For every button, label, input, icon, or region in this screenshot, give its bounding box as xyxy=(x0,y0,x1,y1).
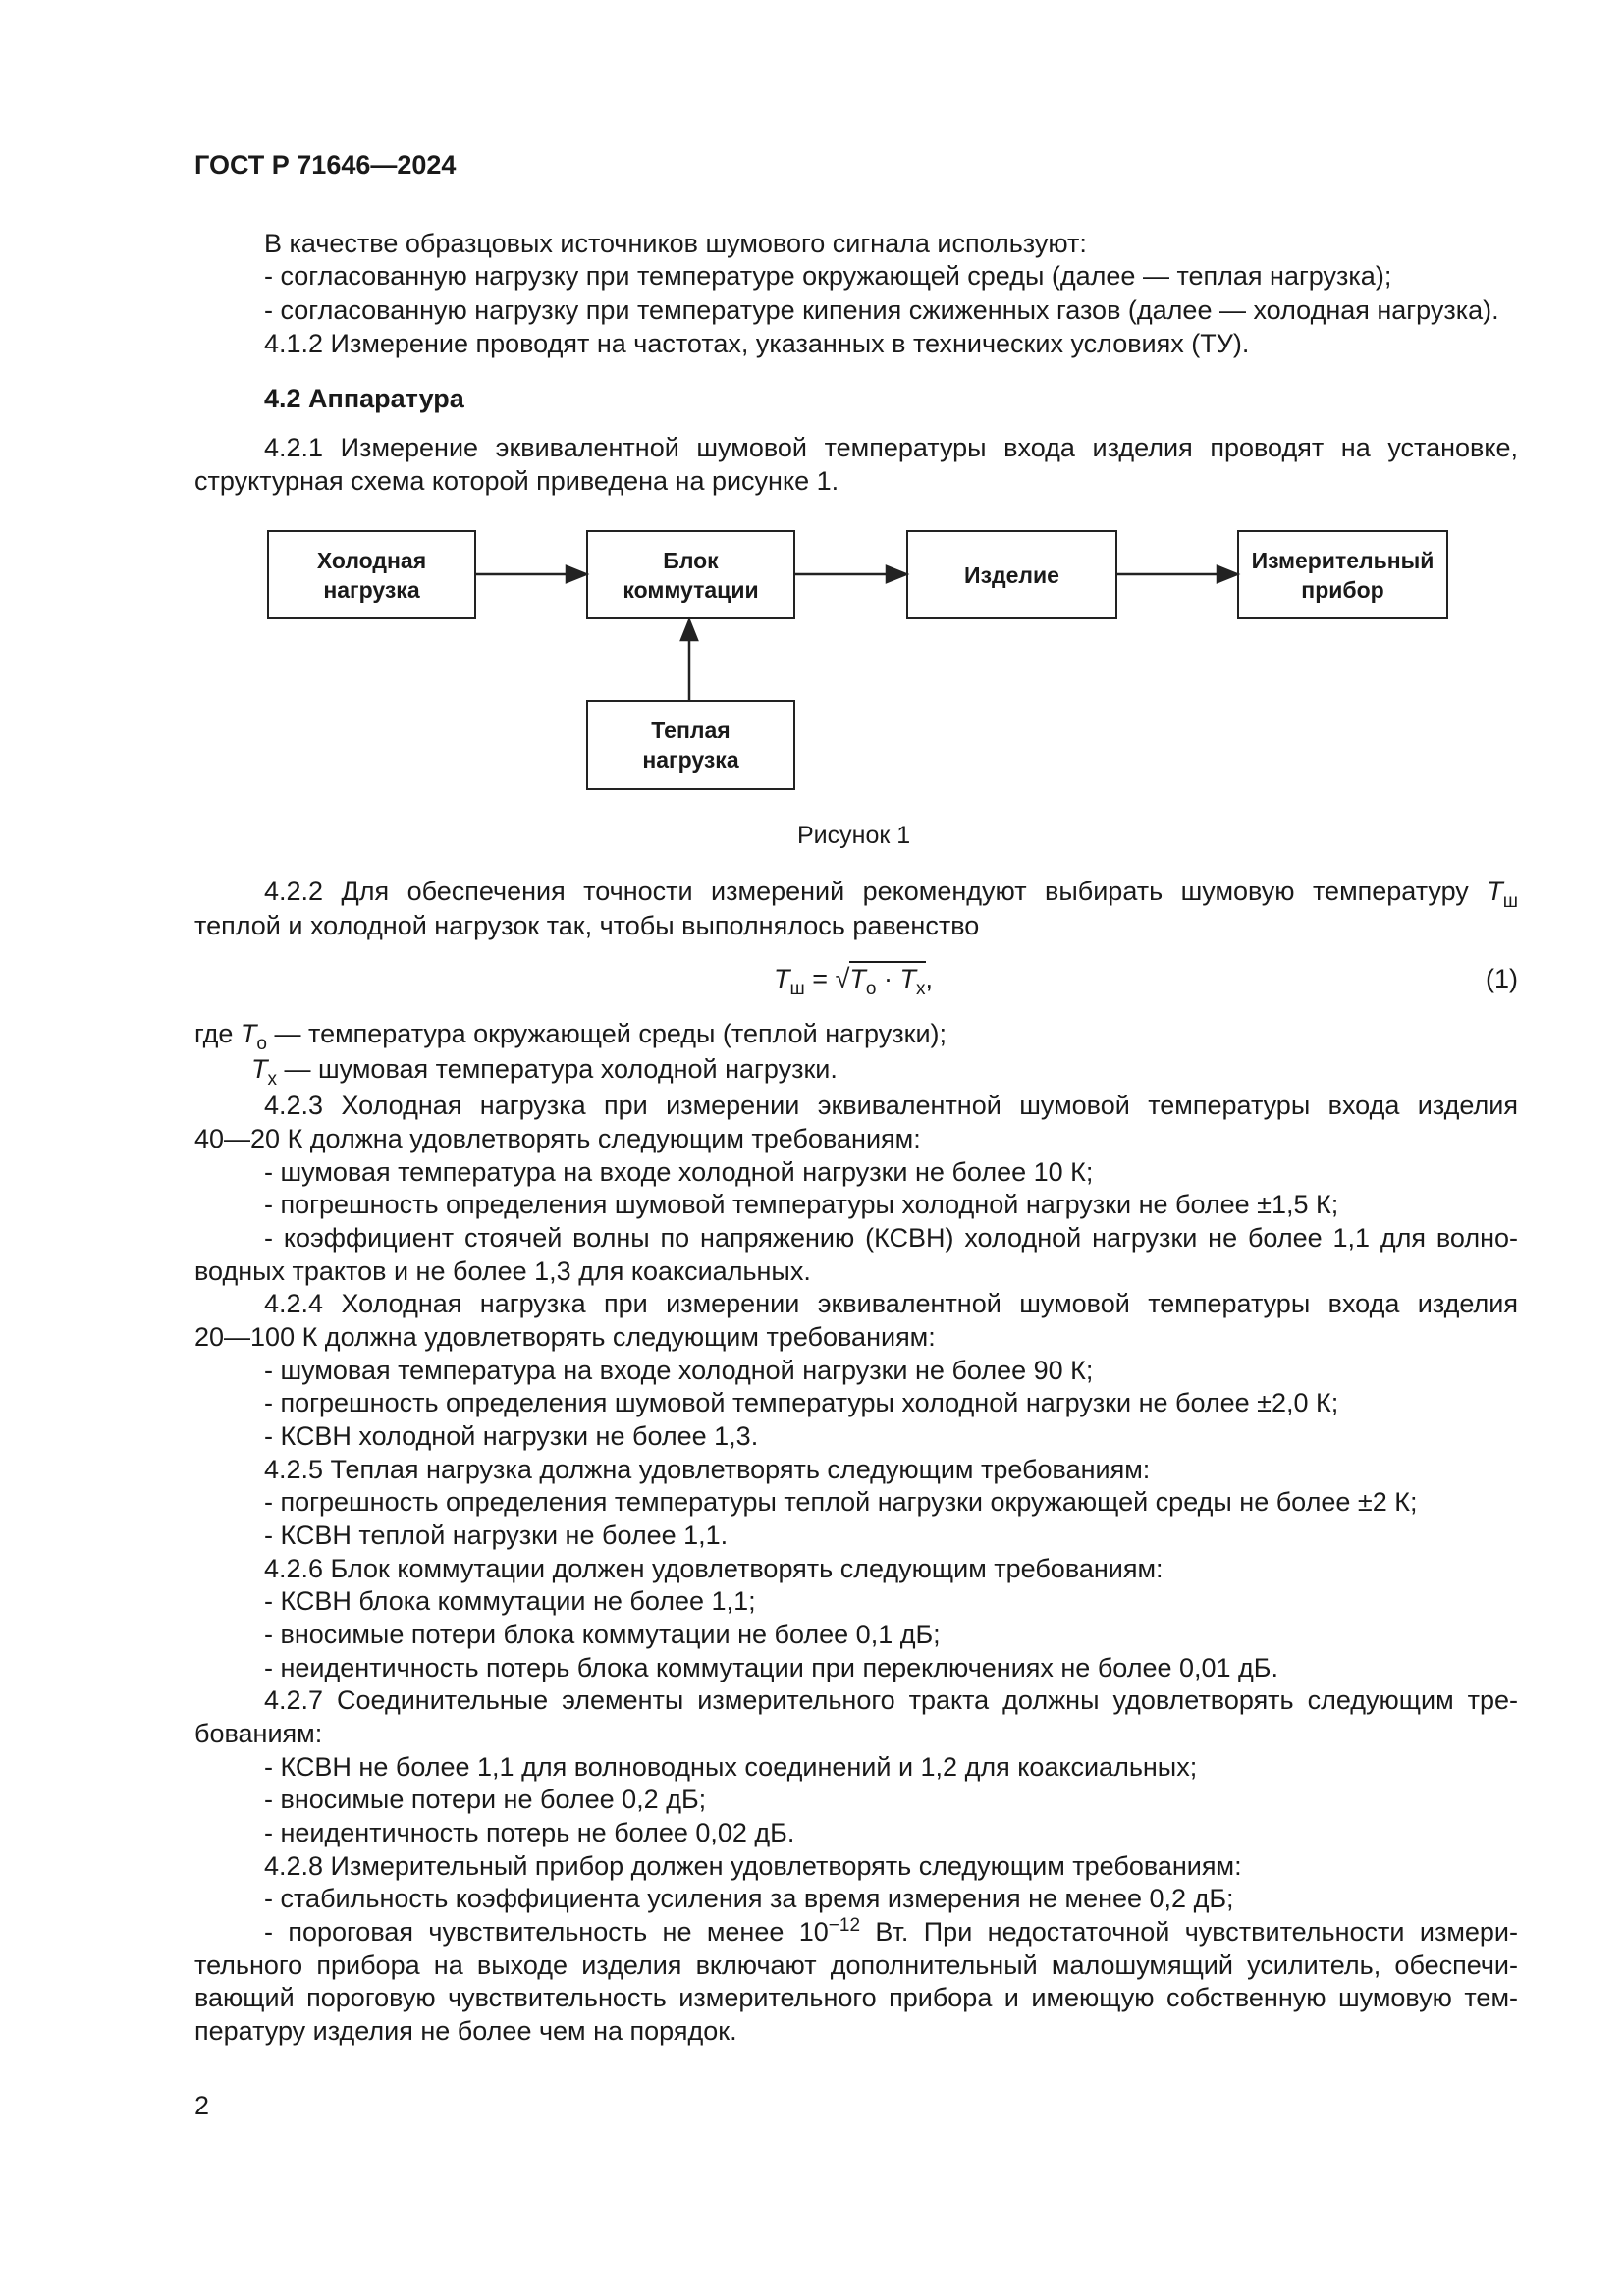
page-number: 2 xyxy=(194,2091,210,2120)
dot: · xyxy=(883,964,893,993)
paragraph-line: - стабильность коэффициента усиления за время измерения не менее 0,2 дБ; xyxy=(264,1884,1234,1913)
subscript: ш xyxy=(789,979,805,999)
paragraph-line: - погрешность определения шумовой температуры холодной нагрузки не более ±2,0 К; xyxy=(264,1388,1339,1417)
text: 4.2.2 Для обеспечения точности измерений рекомендуют выбирать шумовую температуру xyxy=(264,877,1469,906)
comma: , xyxy=(925,964,934,993)
text: - пороговая чувствительность не менее 10 xyxy=(264,1917,829,1947)
subscript: ш xyxy=(1502,891,1518,912)
box-label: прибор xyxy=(1301,576,1384,603)
symbol: T xyxy=(899,964,916,993)
paragraph-line: - погрешность определения шумовой температуры холодной нагрузки не более ±1,5 К; xyxy=(264,1190,1339,1219)
box-label: Блок xyxy=(663,547,719,573)
paragraph-line: пературу изделия не более чем на порядок. xyxy=(194,2016,737,2046)
paragraph-line: 4.2.6 Блок коммутации должен удовлетворять следующим требованиям: xyxy=(264,1554,1164,1583)
paragraph-line: В качестве образцовых источников шумового сигнала используют: xyxy=(264,229,1087,258)
paragraph-line: структурная схема которой приведена на рисунке 1. xyxy=(194,466,839,496)
paragraph-line: 4.2.8 Измерительный прибор должен удовлетворять следующим требованиям: xyxy=(264,1851,1242,1881)
box-cold-load xyxy=(267,530,476,619)
paragraph-line: бованиям: xyxy=(194,1719,323,1748)
where-line-2 xyxy=(251,1052,838,1090)
where-line-1 xyxy=(194,1017,947,1054)
subscript: о xyxy=(256,1034,267,1054)
paragraph-line: - КСВН теплой нагрузки не более 1,1. xyxy=(264,1521,729,1550)
paragraph-line: 4.1.2 Измерение проводят на частотах, указанных в технических условиях (ТУ). xyxy=(264,329,1250,358)
equals-sign: = xyxy=(812,964,829,993)
symbol: T xyxy=(240,1019,257,1048)
box-measuring-instrument xyxy=(1237,530,1448,619)
text: — шумовая температура холодной нагрузки. xyxy=(284,1054,838,1084)
section-heading: 4.2 Аппаратура xyxy=(264,384,464,413)
paragraph-line: тельного прибора на выходе изделия включают дополнительный малошумящий усилитель, обеспечи- xyxy=(194,1950,1518,1980)
paragraph-line: - вносимые потери блока коммутации не более 0,1 дБ; xyxy=(264,1620,941,1649)
box-label: нагрузка xyxy=(642,747,739,773)
text: — температура окружающей среды (теплой нагрузки); xyxy=(274,1019,947,1048)
paragraph-line: - КСВН холодной нагрузки не более 1,3. xyxy=(264,1421,759,1451)
subscript: х xyxy=(267,1069,277,1090)
paragraph-line: 4.2.5 Теплая нагрузка должна удовлетворять следующим требованиям: xyxy=(264,1455,1151,1484)
paragraph-line xyxy=(264,1915,1518,1949)
box-switch-unit xyxy=(586,530,795,619)
paragraph-line: 40—20 К должна удовлетворять следующим требованиям: xyxy=(194,1124,921,1153)
paragraph-line: - неидентичность потерь блока коммутации при переключениях не более 0,01 дБ. xyxy=(264,1653,1279,1682)
paragraph-line: - согласованную нагрузку при температуре окружающей среды (далее — теплая нагрузка); xyxy=(264,261,1392,291)
box-device xyxy=(906,530,1117,619)
paragraph-line: - согласованную нагрузку при температуре кипения сжиженных газов (далее — холодная нагрузка). xyxy=(264,295,1499,325)
paragraph-line: вающий пороговую чувствительность измерительного прибора и имеющую собственную шумовую тем- xyxy=(194,1983,1518,2012)
symbol: T xyxy=(774,964,790,993)
paragraph-line: - коэффициент стоячей волны по напряжению (КСВН) холодной нагрузки не более 1,1 для волно- xyxy=(264,1223,1518,1253)
box-label: Измерительный xyxy=(1251,547,1435,573)
figure-arrows xyxy=(0,0,1624,883)
arrowhead-icon xyxy=(681,620,697,640)
superscript: −12 xyxy=(828,1915,861,1936)
paragraph-line: водных трактов и не более 1,3 для коаксиальных. xyxy=(194,1256,811,1286)
box-label: нагрузка xyxy=(323,576,420,603)
figure-caption: Рисунок 1 xyxy=(797,822,911,849)
box-label: Изделие xyxy=(964,561,1059,588)
arrowhead-icon xyxy=(887,566,906,582)
symbol: T xyxy=(1487,877,1503,906)
paragraph-line: - шумовая температура на входе холодной нагрузки не более 10 К; xyxy=(264,1157,1094,1187)
paragraph-line: - погрешность определения температуры теплой нагрузки окружающей среды не более ±2 К; xyxy=(264,1487,1418,1517)
arrowhead-icon xyxy=(567,566,586,582)
arrowhead-icon xyxy=(1218,566,1237,582)
paragraph-line: - шумовая температура на входе холодной нагрузки не более 90 К; xyxy=(264,1356,1094,1385)
paragraph-line xyxy=(264,875,1518,912)
paragraph-line: 4.2.7 Соединительные элементы измерительного тракта должны удовлетворять следующим тре- xyxy=(264,1685,1518,1715)
box-label: Теплая xyxy=(651,718,731,743)
paragraph-line: 4.2.3 Холодная нагрузка при измерении эквивалентной шумовой температуры входа изделия xyxy=(264,1091,1518,1120)
subscript: х xyxy=(916,979,926,999)
text: Вт. При недостаточной чувствительности измери- xyxy=(860,1917,1518,1947)
document-number-header: ГОСТ Р 71646—2024 xyxy=(194,150,457,180)
radicand xyxy=(849,961,926,999)
paragraph-line: 4.2.1 Измерение эквивалентной шумовой температуры входа изделия проводят на установке, xyxy=(264,433,1518,462)
text: где xyxy=(194,1019,234,1048)
sqrt-icon: √ xyxy=(835,964,850,993)
paragraph-line: теплой и холодной нагрузок так, чтобы выполнялось равенство xyxy=(194,911,980,940)
paragraph-line: 4.2.4 Холодная нагрузка при измерении эквивалентной шумовой температуры входа изделия xyxy=(264,1289,1518,1318)
paragraph-line: 20—100 К должна удовлетворять следующим требованиям: xyxy=(194,1322,936,1352)
paragraph-line: - неидентичность потерь не более 0,02 дБ. xyxy=(264,1818,795,1847)
paragraph-line: - КСВН блока коммутации не более 1,1; xyxy=(264,1586,756,1616)
subscript: о xyxy=(865,979,877,999)
symbol: T xyxy=(251,1054,268,1084)
box-label: коммутации xyxy=(623,576,759,603)
box-label: Холодная xyxy=(316,547,427,573)
box-warm-load xyxy=(586,700,795,790)
symbol: T xyxy=(849,964,866,993)
formula-1 xyxy=(774,962,934,999)
formula-number: (1) xyxy=(1486,964,1518,993)
paragraph-line: - КСВН не более 1,1 для волноводных соединений и 1,2 для коаксиальных; xyxy=(264,1752,1198,1782)
paragraph-line: - вносимые потери не более 0,2 дБ; xyxy=(264,1785,707,1814)
